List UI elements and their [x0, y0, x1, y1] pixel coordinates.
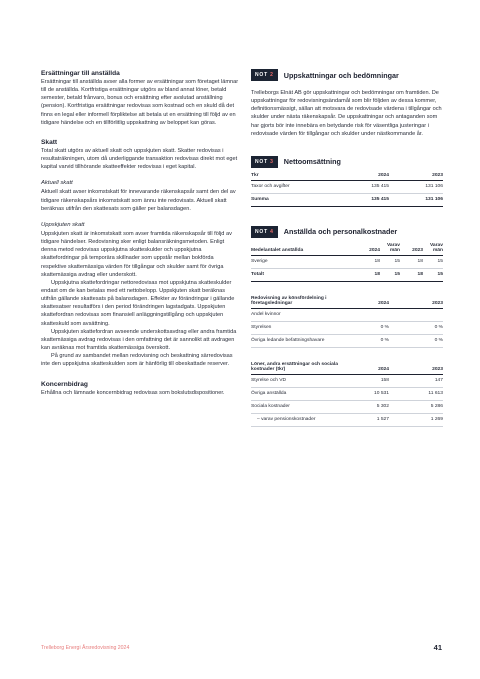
- table-cell: 0 %: [389, 321, 443, 334]
- subheading-uppskjuten-skatt: Uppskjuten skatt: [41, 221, 85, 228]
- note-2-title: Uppskattningar och bedömningar: [283, 70, 399, 80]
- table-row: [251, 180, 443, 193]
- table-cell: 135 415: [341, 193, 389, 206]
- table-cell: 15: [423, 268, 443, 281]
- note-4-title: Anställda och personalkostnader: [283, 227, 398, 237]
- right-column: [251, 69, 443, 427]
- table-row: [251, 387, 443, 400]
- column-header: 2023: [389, 362, 443, 375]
- konsfordelning-table: [251, 296, 443, 348]
- column-header: 2024: [351, 296, 389, 309]
- table-cell: Taxor och avgifter: [251, 180, 341, 193]
- left-column: [41, 69, 239, 397]
- table-cell: 18: [350, 268, 380, 281]
- note-2-paragraph: Trelleborgs Elnät AB gör uppskattningar och bedömningar om framtiden. De uppskattningar för redovisningsändamål som blir följden av dessa kommer, definitionsmässigt, sällan att motsvara de redovisade värdena i tillgångar och skulder under nästa räkenskapsår. De uppskattningar och antaganden som har gjorts bör inte innebära en betydande risk för väsentliga justeringar i redovisade värden för tillgångar och skulder under nästkommande år.: [251, 90, 442, 137]
- table-cell: Övriga anställda: [251, 387, 351, 400]
- paragraph-uppskjuten-1: Uppskjuten skatt är inkomstskatt som avser framtida räkenskapsår till följd av tidigare händelser. Redovisning sker enligt balansräkningsmetoden. Enligt denna metod redovisas uppskjutna skatteskulder och uppskjutna skattefordringar på temporära skillnader som uppstår mellan bokförda respektive skattemässiga värden för tillgångar och skulder samt för övriga skattemässiga avdrag eller underskott.: [41, 230, 232, 278]
- footer-publication-title: Trelleborg Energi Årsredovisning 2024: [41, 645, 130, 651]
- table-cell: 131 106: [389, 193, 443, 206]
- table-cell: Summa: [251, 193, 341, 206]
- note-3-header: [251, 156, 443, 168]
- heading-ersattningar: Ersättningar till anställda: [41, 70, 120, 77]
- table-cell: Sverige: [251, 255, 350, 268]
- table-section-row: [251, 308, 443, 321]
- page-number: 41: [433, 643, 442, 652]
- paragraph-koncernbidrag: Erhållna och lämnade koncernbidrag redovisas som bokslutsdispositioner.: [41, 389, 225, 396]
- medelantal-table: [251, 243, 443, 282]
- paragraph-aktuell-skatt: Aktuell skatt avser inkomstskatt för innevarande räkenskapsår samt den del av tidigare räkenskapsårs inkomstskatt som ännu inte redovisats. Aktuell skatt beräknas utifrån den skattesats som gäller per balansdagen.: [41, 189, 236, 212]
- table-total-row: [251, 268, 443, 281]
- loner-table: [251, 362, 443, 427]
- column-header: 2024: [350, 243, 380, 256]
- table-cell: 1 527: [351, 413, 389, 426]
- note-3-title: Nettoomsättning: [283, 157, 341, 167]
- column-header: 2023: [389, 296, 443, 309]
- table-cell: Andel kvinnor: [251, 308, 443, 321]
- table-cell: Totalt: [251, 268, 350, 281]
- table-cell: 11 613: [389, 387, 443, 400]
- column-header: Varav män: [423, 243, 443, 256]
- paragraph-ersattningar: Ersättningar till anställda avser alla former av ersättningar som företaget lämnar till de anställda. Kortfristiga ersättningar utgörs av bland annat löner, betald semester, betald frånvaro, bonus och ersättning efter avslutad anställning (pension). Kortfristiga ersättningar redovisas som kostnad och en skuld då det finns en legal eller informell förpliktelse att betala ut en ersättning till följd av en tidigare händelse och en tillförlitlig uppskattning av beloppet kan göras.: [41, 79, 239, 126]
- column-header: 2023: [400, 243, 423, 256]
- column-header: 2024: [341, 173, 389, 181]
- table-cell: 5 302: [351, 400, 389, 413]
- table-cell: Sociala kostnader: [251, 400, 351, 413]
- paragraph-skatt: Total skatt utgörs av aktuell skatt och uppskjuten skatt. Skatter redovisas i resultaträkningen, utom då underliggande transaktion redovisas direkt mot eget kapital varvid tillhörande skatteeffekter redovisas i eget kapital.: [41, 147, 238, 171]
- paragraph-uppskjuten-4: På grund av sambandet mellan redovisning och beskattning särredovisas inte den uppskjutna skatteskulden som är hänförlig till obeskattade reserver.: [41, 353, 233, 368]
- table-row: [251, 321, 443, 334]
- note-tag: NOT 2: [251, 69, 278, 81]
- heading-koncernbidrag: Koncernbidrag: [41, 380, 88, 388]
- paragraph-uppskjuten-3: Uppskjuten skattefordran avseende underskottsavdrag eller andra framtida skattemässiga avdrag redovisas i den omfattning det är sannolikt att avdragen kan avräknas mot framtida skattemässiga överskott.: [41, 328, 237, 352]
- column-header: Varav män: [380, 243, 400, 256]
- table-cell: 147: [389, 374, 443, 387]
- note-2-header: [251, 69, 443, 81]
- column-header: 2024: [351, 362, 389, 375]
- column-header: Tkr: [251, 173, 341, 181]
- table-row: [251, 374, 443, 387]
- table-cell: 0 %: [351, 321, 389, 334]
- subheading-aktuell-skatt: Aktuell skatt: [41, 180, 73, 187]
- column-header: 2023: [389, 173, 443, 181]
- table-cell: 18: [400, 255, 423, 268]
- heading-skatt: Skatt: [41, 138, 58, 146]
- table-cell: 15: [380, 268, 400, 281]
- table-cell: – varav pensionskostnader: [251, 413, 351, 426]
- table-cell: 18: [350, 255, 380, 268]
- table-cell: 15: [423, 255, 443, 268]
- paragraph-uppskjuten-2: Uppskjutna skattefordringar nettoredovisas mot uppskjutna skatteskulder endast om de kan betalas med ett nettobelopp. Uppskjuten skatt beräknas utifrån gällande skattesats på balansdagen. Effekter av förändringar i gällande skattesatser resultatförs i den period förändringen lagstadgats. Uppskjuten skattefordran redovisas som finansiell anläggningstillgång och uppskjuten skatteskuld som avsättning.: [41, 279, 235, 327]
- note-tag: NOT 3: [251, 156, 278, 168]
- table-cell: Styrelsen: [251, 321, 351, 334]
- note-tag: NOT 4: [251, 226, 278, 238]
- table-cell: 158: [351, 374, 389, 387]
- table-cell: Styrelse och VD: [251, 374, 351, 387]
- column-header: Löner, andra ersättningar och sociala kostnader (tkr): [251, 362, 351, 375]
- note-4-header: [251, 226, 443, 238]
- table-row: [251, 413, 443, 426]
- table-row: [251, 334, 443, 347]
- column-header: Redovisning av könsfördelning i företagsledningar: [251, 296, 351, 309]
- table-cell: 1 269: [389, 413, 443, 426]
- table-cell: 5 286: [389, 400, 443, 413]
- table-cell: 131 106: [389, 180, 443, 193]
- column-header: Medelantalet anställda: [251, 243, 350, 256]
- table-row: [251, 400, 443, 413]
- table-cell: 0 %: [389, 334, 443, 347]
- nettoomsattning-table: [251, 173, 443, 207]
- table-cell: 10 531: [351, 387, 389, 400]
- table-cell: 18: [400, 268, 423, 281]
- table-cell: 15: [380, 255, 400, 268]
- table-total-row: [251, 193, 443, 206]
- table-row: [251, 255, 443, 268]
- table-cell: Övriga ledande befattningshavare: [251, 334, 351, 347]
- table-cell: 0 %: [351, 334, 389, 347]
- table-cell: 135 415: [341, 180, 389, 193]
